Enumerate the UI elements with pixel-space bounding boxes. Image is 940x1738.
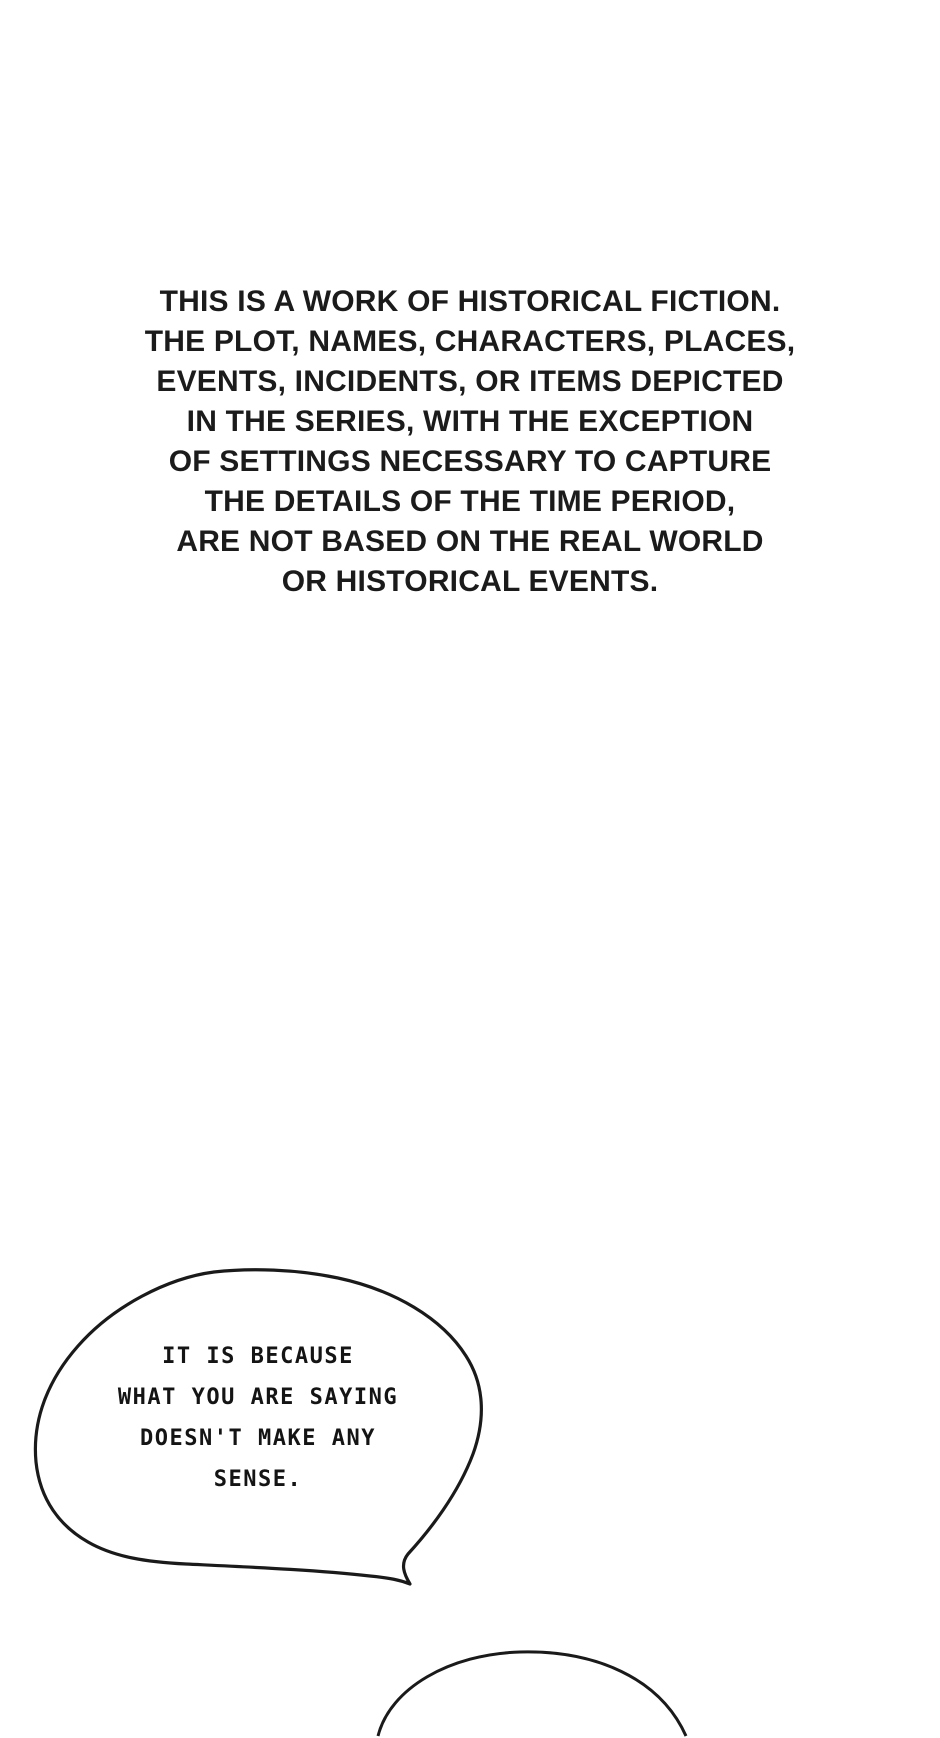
speech-bubble-line-4: SENSE. bbox=[213, 1467, 303, 1492]
speech-bubble-line-3: DOESN'T MAKE ANY bbox=[140, 1426, 376, 1451]
speech-bubble bbox=[18, 1268, 518, 1588]
panel-edge-curve bbox=[370, 1648, 790, 1738]
speech-bubble-line-2: WHAT YOU ARE SAYING bbox=[117, 1385, 399, 1410]
disclaimer-line-7: ARE NOT BASED ON THE REAL WORLD bbox=[176, 525, 764, 558]
disclaimer-line-2: THE PLOT, NAMES, CHARACTERS, PLACES, bbox=[144, 325, 796, 358]
disclaimer-line-6: THE DETAILS OF THE TIME PERIOD, bbox=[204, 485, 736, 518]
disclaimer-line-8: OR HISTORICAL EVENTS. bbox=[281, 565, 659, 598]
disclaimer-line-1: THIS IS A WORK OF HISTORICAL FICTION. bbox=[159, 285, 781, 318]
disclaimer-line-3: EVENTS, INCIDENTS, OR ITEMS DEPICTED bbox=[156, 365, 784, 398]
historical-fiction-disclaimer bbox=[0, 282, 940, 602]
disclaimer-line-5: OF SETTINGS NECESSARY TO CAPTURE bbox=[168, 445, 772, 478]
disclaimer-line-4: IN THE SERIES, WITH THE EXCEPTION bbox=[186, 405, 754, 438]
speech-bubble-text bbox=[68, 1336, 448, 1500]
speech-bubble-line-1: IT IS BECAUSE bbox=[162, 1344, 354, 1369]
